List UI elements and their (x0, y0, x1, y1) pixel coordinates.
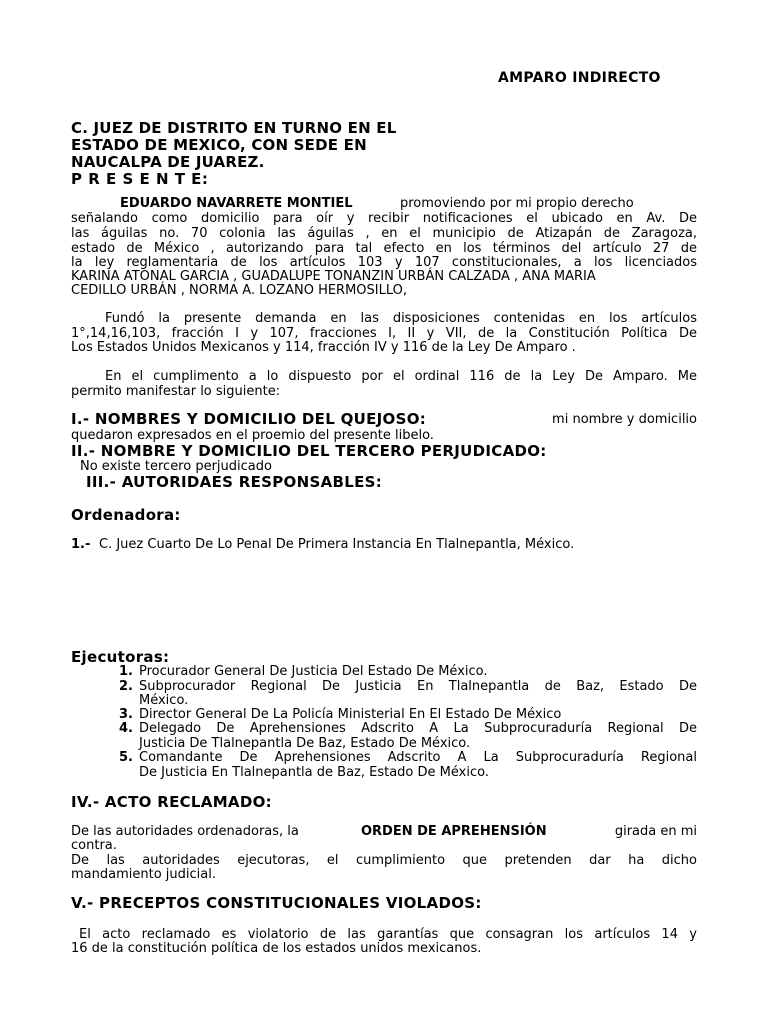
addressee-line: C. JUEZ DE DISTRITO EN TURNO EN EL (71, 119, 397, 137)
intro-line: CEDILLO URBÁN , NORMA A. LOZANO HERMOSILLO, (71, 283, 408, 298)
section-heading: III.- AUTORIDAES RESPONSABLES: (86, 473, 383, 491)
arrest-order-emphasis: ORDEN DE APREHENSIÓN (361, 824, 547, 839)
ordenadora-label: Ordenadora: (71, 506, 181, 524)
section-text: mandamiento judicial. (71, 867, 216, 882)
section-text: De las autoridades ordenadoras, la (71, 824, 299, 839)
intro-line: las águilas no. 70 colonia las águilas , en el municipio de Atizapán de Zaragoza, (71, 226, 697, 241)
section-text: El acto reclamado es violatorio de las garantías que consagran los artículos 14 y (79, 927, 697, 942)
foundation-line: 1°,14,16,103, fracción I y 107, fracciones I, II y VII, de la Constitución Política De (71, 326, 697, 341)
section-heading: IV.- ACTO RECLAMADO: (71, 793, 272, 811)
list-item: Subprocurador Regional De Justicia En Tlalnepantla de Baz, Estado De (139, 679, 697, 694)
list-item: México. (139, 693, 189, 708)
intro-line: promoviendo por mi propio derecho (400, 196, 634, 211)
list-item: Delegado De Aprehensiones Adscrito A La Subprocuraduría Regional De (139, 721, 697, 736)
section-text: 16 de la constitución política de los estados unidos mexicanos. (71, 941, 482, 956)
compliance-line: permito manifestar lo siguiente: (71, 384, 281, 399)
foundation-line: Los Estados Unidos Mexicanos y 114, fracción IV y 116 de la Ley De Amparo . (71, 340, 576, 355)
section-heading: V.- PRECEPTOS CONSTITUCIONALES VIOLADOS: (71, 894, 482, 912)
intro-line: la ley reglamentaria de los artículos 103 y 107 constitucionales, a los licenciados (71, 255, 697, 270)
addressee-line: ESTADO DE MEXICO, CON SEDE EN (71, 136, 367, 154)
intro-line: KARINA ATONAL GARCIA , GUADALUPE TONANZIN URBÁN CALZADA , ANA MARIA (71, 269, 596, 284)
list-item: De Justicia En Tlalnepantla de Baz, Estado De México. (139, 765, 489, 780)
section-text: contra. (71, 838, 117, 853)
ejecutoras-label: Ejecutoras: (71, 648, 170, 666)
list-item: Director General De La Policía Ministerial En El Estado De México (139, 707, 562, 722)
plaintiff-name: EDUARDO NAVARRETE MONTIEL (120, 196, 353, 211)
list-number: 2. (119, 679, 133, 694)
list-number: 1. (119, 664, 133, 679)
section-text: No existe tercero perjudicado (80, 459, 272, 474)
foundation-line: Fundó la presente demanda en las disposiciones contenidas en los artículos (105, 311, 697, 326)
section-text: quedaron expresados en el proemio del presente libelo. (71, 428, 434, 443)
intro-line: señalando como domicilio para oír y recibir notificaciones el ubicado en Av. De (71, 211, 697, 226)
list-item: Comandante De Aprehensiones Adscrito A La Subprocuraduría Regional (139, 750, 697, 765)
section-heading: I.- NOMBRES Y DOMICILIO DEL QUEJOSO: (71, 410, 427, 428)
section-heading: II.- NOMBRE Y DOMICILIO DEL TERCERO PERJUDICADO: (71, 442, 547, 460)
list-number: 4. (119, 721, 133, 736)
list-number: 1.- (71, 537, 91, 552)
list-number: 3. (119, 707, 133, 722)
section-text: girada en mi (614, 824, 697, 839)
section-text: De las autoridades ejecutoras, el cumplimiento que pretenden dar ha dicho (71, 853, 697, 868)
list-number: 5. (119, 750, 133, 765)
ordenadora-item: C. Juez Cuarto De Lo Penal De Primera Instancia En Tlalnepantla, México. (99, 537, 575, 552)
document-type: AMPARO INDIRECTO (498, 70, 661, 86)
presente-line: P R E S E N T E: (71, 170, 209, 188)
intro-line: estado de México , autorizando para tal efecto en los términos del artículo 27 de (71, 241, 697, 256)
list-item: Procurador General De Justicia Del Estado De México. (139, 664, 488, 679)
list-item: Justicia De Tlalnepantla De Baz, Estado De México. (139, 736, 471, 751)
addressee-line: NAUCALPA DE JUAREZ. (71, 153, 265, 171)
compliance-line: En el cumplimento a lo dispuesto por el ordinal 116 de la Ley De Amparo. Me (105, 369, 697, 384)
section-text: mi nombre y domicilio (552, 412, 697, 427)
